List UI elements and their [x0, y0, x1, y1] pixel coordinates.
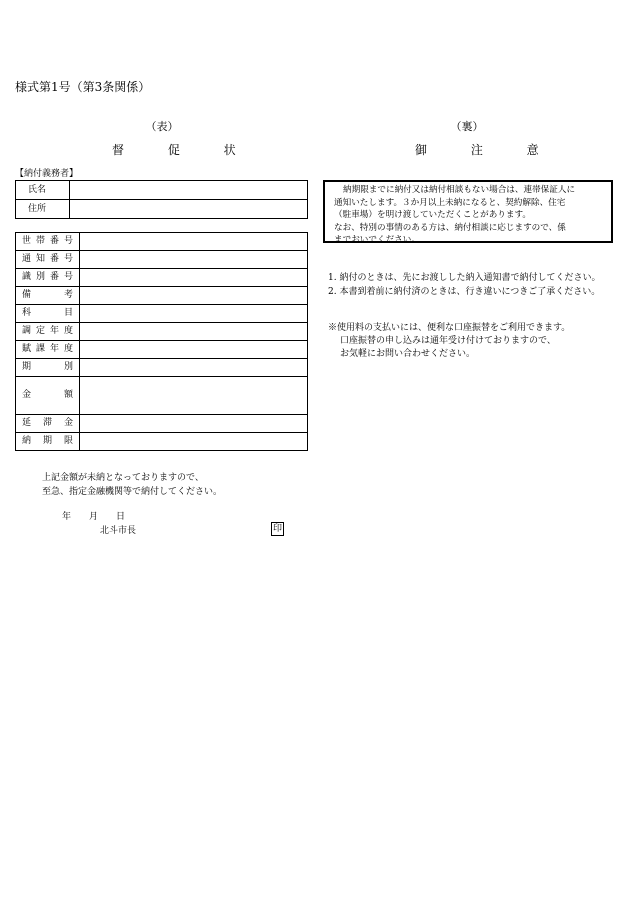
- transfer-line-1: ※使用料の支払いには、便利な口座振替をご利用できます。: [328, 323, 571, 333]
- date-line: 年 月 日: [62, 512, 126, 522]
- obligor-name-value: [70, 181, 308, 200]
- period-value: [80, 359, 308, 377]
- notice-line: までおいでください。: [334, 235, 420, 245]
- notice-line: （駐車場）を明け渡していただくことがあります。: [334, 210, 531, 220]
- notice-line: 納期限までに納付又は納付相談もない場合は、連帯保証人に: [343, 185, 576, 195]
- transfer-line-2: 口座振替の申し込みは通年受け付けておりますので、: [340, 336, 556, 346]
- detail-row: [16, 341, 308, 359]
- detail-row: [16, 287, 308, 305]
- detail-row: [16, 305, 308, 323]
- detail-row: [16, 377, 308, 415]
- amount-value: [80, 377, 308, 415]
- notice-line: 通知いたします。３か月以上未納になると、契約解除、住宅: [334, 197, 566, 208]
- household-number-value: [80, 233, 308, 251]
- back-title: 御 注 意: [415, 143, 559, 157]
- due-date-label: 納期限: [16, 433, 80, 451]
- due-date-value: [80, 433, 308, 451]
- obligor-address-value: [70, 200, 308, 219]
- obligor-name-label: 氏名: [16, 181, 70, 200]
- subject-label: 科目: [16, 305, 80, 323]
- detail-row: [16, 269, 308, 287]
- period-label: 期別: [16, 359, 80, 377]
- transfer-line-3: お気軽にお問い合わせください。: [340, 349, 476, 359]
- remarks-label: 備考: [16, 287, 80, 305]
- id-number-label: 識別番号: [16, 269, 80, 287]
- remarks-value: [80, 287, 308, 305]
- household-number-label: 世帯番号: [16, 233, 80, 251]
- detail-row: [16, 251, 308, 269]
- note-1: 1. 納付のときは、先にお渡しした納入通知書で納付してください。: [328, 273, 601, 283]
- front-title: 督 促 状: [112, 143, 256, 157]
- subject-value: [80, 305, 308, 323]
- assessment-year-value: [80, 323, 308, 341]
- obligor-address-label: 住所: [16, 200, 70, 219]
- id-number-value: [80, 269, 308, 287]
- detail-row: [16, 433, 308, 451]
- assessment-year-label: 調定年度: [16, 323, 80, 341]
- detail-row: [16, 359, 308, 377]
- message-line-2: 至急、指定金融機関等で納付してください。: [42, 487, 223, 497]
- detail-row: [16, 415, 308, 433]
- obligor-row-name: [16, 181, 308, 200]
- levy-year-label: 賦課年度: [16, 341, 80, 359]
- seal-mark: 印: [272, 524, 282, 534]
- amount-label: 金額: [16, 377, 80, 415]
- detail-table: [15, 232, 308, 451]
- detail-row: [16, 233, 308, 251]
- message-line-1: 上記金額が未納となっておりますので、: [42, 473, 204, 483]
- front-side-label: （表）: [145, 120, 179, 133]
- late-fee-value: [80, 415, 308, 433]
- detail-row: [16, 323, 308, 341]
- obligor-table: [15, 180, 308, 219]
- obligor-label: 【納付義務者】: [15, 169, 79, 179]
- obligor-row-address: [16, 200, 308, 219]
- issuer-name: 北斗市長: [100, 526, 137, 536]
- levy-year-value: [80, 341, 308, 359]
- late-fee-label: 延滞金: [16, 415, 80, 433]
- back-side-label: （裏）: [450, 120, 484, 133]
- notice-line: なお、特別の事情のある方は、納付相談に応じますので、係: [334, 222, 566, 233]
- notice-number-label: 通知番号: [16, 251, 80, 269]
- notice-number-value: [80, 251, 308, 269]
- form-title: 様式第1号（第3条関係）: [15, 80, 151, 94]
- notice-box: [323, 180, 613, 243]
- note-2: 2. 本書到着前に納付済のときは、行き違いにつきご了承ください。: [328, 287, 601, 297]
